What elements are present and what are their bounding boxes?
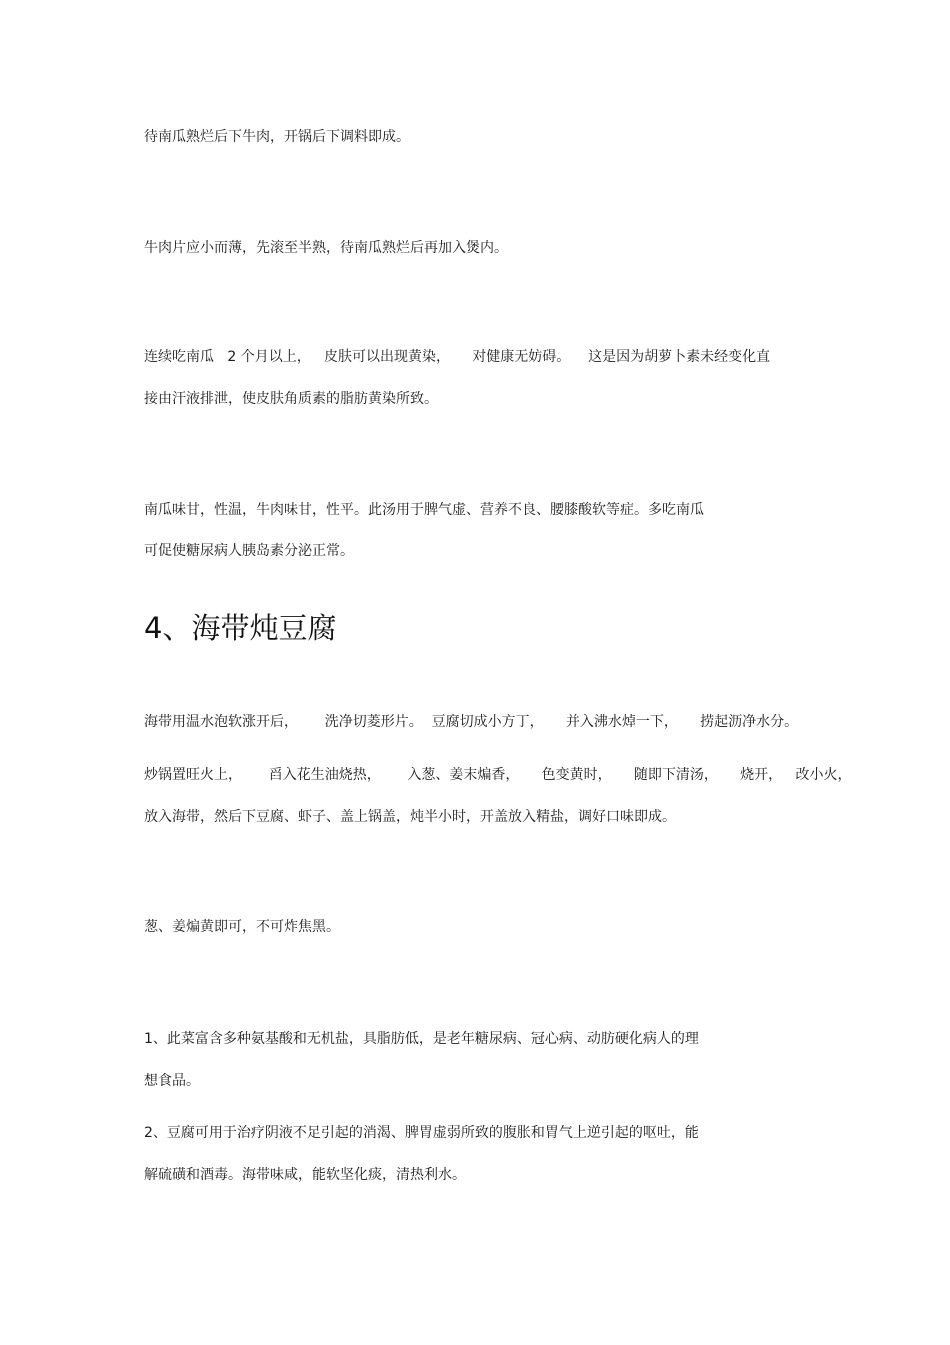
paragraph-pumpkin-beef-method: 待南瓜熟烂后下牛肉，开锅后下调料即成。 [144, 129, 410, 145]
paragraph-pumpkin-efficacy-line2: 可促使糖尿病人胰岛素分泌正常。 [144, 543, 354, 559]
section-heading-kelp-tofu: 4、海带炖豆腐 [144, 611, 337, 645]
paragraph-cooking-steps-line2: 放入海带，然后下豆腐、虾子、盖上锅盖，炖半小时，开盖放入精盐，调好口味即成。 [144, 809, 676, 825]
paragraph-pumpkin-efficacy-line1: 南瓜味甘，性温，牛肉味甘，性平。此汤用于脾气虚、营养不良、腰膝酸软等症。多吃南瓜 [144, 502, 704, 518]
paragraph-kelp-preparation: 海带用温水泡软涨开后， 洗净切菱形片。 豆腐切成小方丁， 并入沸水焯一下， 捞起沥净水分。 [144, 714, 799, 730]
paragraph-benefit-2-line2: 解硫磺和酒毒。海带味咸，能软坚化痰，清热利水。 [144, 1167, 466, 1183]
paragraph-scallion-ginger-tip: 葱、姜煸黄即可，不可炸焦黑。 [144, 919, 340, 935]
paragraph-pumpkin-skin-line2: 接由汗液排泄，使皮肤角质素的脂肪黄染所致。 [144, 391, 438, 407]
paragraph-benefit-1-line1: 1、此菜富含多种氨基酸和无机盐，具脂肪低，是老年糖尿病、冠心病、动肪硬化病人的理 [144, 1031, 699, 1047]
paragraph-beef-slice-tip: 牛肉片应小而薄，先滚至半熟，待南瓜熟烂后再加入煲内。 [144, 240, 508, 256]
paragraph-benefit-1-line2: 想食品。 [144, 1073, 200, 1089]
paragraph-benefit-2-line1: 2、豆腐可用于治疗阴液不足引起的消渴、脾胃虚弱所致的腹胀和胃气上逆引起的呕吐，能 [144, 1125, 699, 1141]
paragraph-pumpkin-skin-line1: 连续吃南瓜 2 个月以上， 皮肤可以出现黄染， 对健康无妨碍。 这是因为胡萝卜素未经变化直 [144, 349, 771, 365]
paragraph-cooking-steps-line1: 炒锅置旺火上， 舀入花生油烧热， 入葱、姜末煸香， 色变黄时， 随即下清汤， 烧开， 改小火， [144, 767, 852, 783]
